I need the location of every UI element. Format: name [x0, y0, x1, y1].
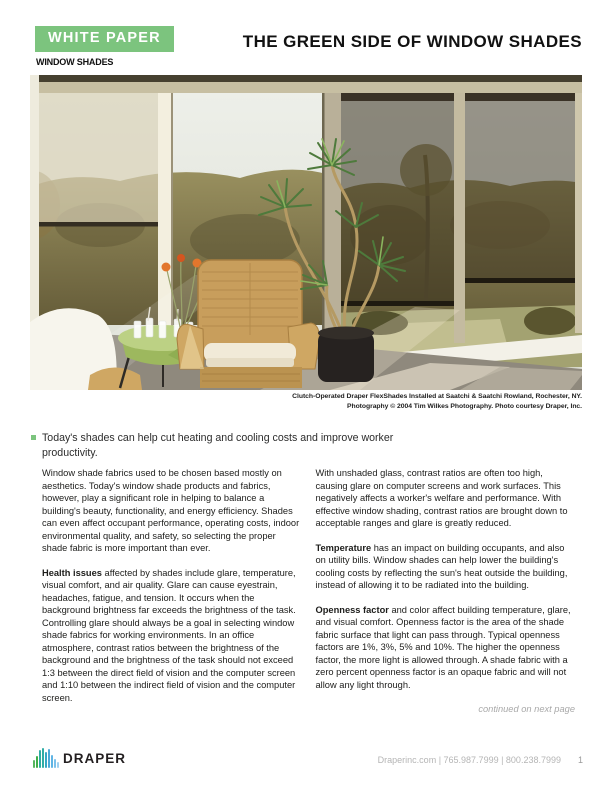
paragraph-text: Window shade fabrics used to be chosen based mostly on aesthetics. Today's window shade products and fabrics, however, play a significant role in helping to balance a building's beauty, functionality, and energy efficiency. Shades can even affect occupant performance, operating costs, indoor environmental quality, and safety, so selecting the proper shade fabric is more important than ever. [42, 468, 300, 553]
roller-shade-right-1 [341, 101, 454, 306]
photo-caption-line1: Clutch-Operated Draper FlexShades Installed at Saatchi & Saatchi Rowland, Rochester, NY. [292, 393, 582, 400]
paragraph [316, 467, 576, 530]
paragraph-text: has an impact on building occupants, and also on utility bills. Window shades can help lower the building's cooling costs by reflecting the sun's heat outside the building, instead of allowing it to be radiated into the building. [315, 542, 568, 590]
continued-note: continued on next page [478, 704, 575, 714]
hero-photo-sunroom [30, 75, 582, 390]
roller-shade-right-2 [465, 101, 575, 283]
paragraph-lead: Health issues [42, 567, 102, 578]
page-number: 1 [577, 755, 583, 765]
green-square-bullet-icon [31, 435, 36, 440]
wicker-armchair [177, 260, 319, 388]
draper-logo-bars-icon [33, 748, 59, 768]
photo-caption-line2: Photography © 2004 Tim Wilkes Photography. Photo courtesy Draper, Inc. [347, 403, 582, 410]
paragraph [316, 542, 576, 592]
category-label: WINDOW SHADES [36, 57, 114, 68]
summary-text: Today's shades can help cut heating and cooling costs and improve worker productivity. [42, 432, 394, 459]
page-title: THE GREEN SIDE OF WINDOW SHADES [242, 32, 582, 51]
whitepaper-banner: WHITE PAPER [35, 26, 174, 52]
paragraph [42, 567, 302, 705]
paragraph [42, 467, 302, 555]
roller-shade-left [39, 93, 158, 227]
footer-contact-block [378, 755, 583, 765]
draper-wordmark: DRAPER [63, 750, 127, 766]
paragraph-text: With unshaded glass, contrast ratios are often too high, causing glare on computer screens and work surfaces. This negatively affects a worker's welfare and performance. With effective window shading, contrast ratios are brought down to acceptable ranges and glare is greatly reduced. [315, 468, 568, 528]
paragraph-text: affected by shades include glare, temperature, visual comfort, and air quality. Glare can cause eyestrain, headaches, fatigue, and tension. It occurs when the background brightness far exceeds the brightness of the task. Controlling glare should always be a goal in selecting window shade fabrics for working environments. In an office atmosphere, contrast ratios between the brightness of the background and the brightness of the task should not exceed 1:3 between the direct field of vision and the computer screen and 1:10 between the indirect field of vision and the computer screen. [42, 567, 296, 703]
paragraph-lead: Temperature [315, 542, 372, 553]
sunroom-illustration [30, 75, 582, 390]
article-column-left [42, 467, 302, 716]
paragraph [316, 604, 576, 692]
paragraph-lead: Openness factor [315, 604, 389, 615]
article-body [42, 467, 575, 716]
footer-contact: Draperinc.com | 765.987.7999 | 800.238.7999 [377, 755, 561, 765]
summary-highlight [31, 431, 421, 460]
photo-caption [292, 392, 582, 412]
article-column-right [316, 467, 576, 716]
paragraph-text: and color affect building temperature, glare, and visual comfort. Openness factor is the area of the shade fabric surface that light can pass through. Typical openness factors are 1%, 3%, 5% and 10%. The higher the openness factor, the more light is allowed through. A shade fabric with a zero percent openness factor is an opaque fabric and will not allow any light through. [315, 604, 571, 690]
draper-logo [33, 748, 126, 768]
